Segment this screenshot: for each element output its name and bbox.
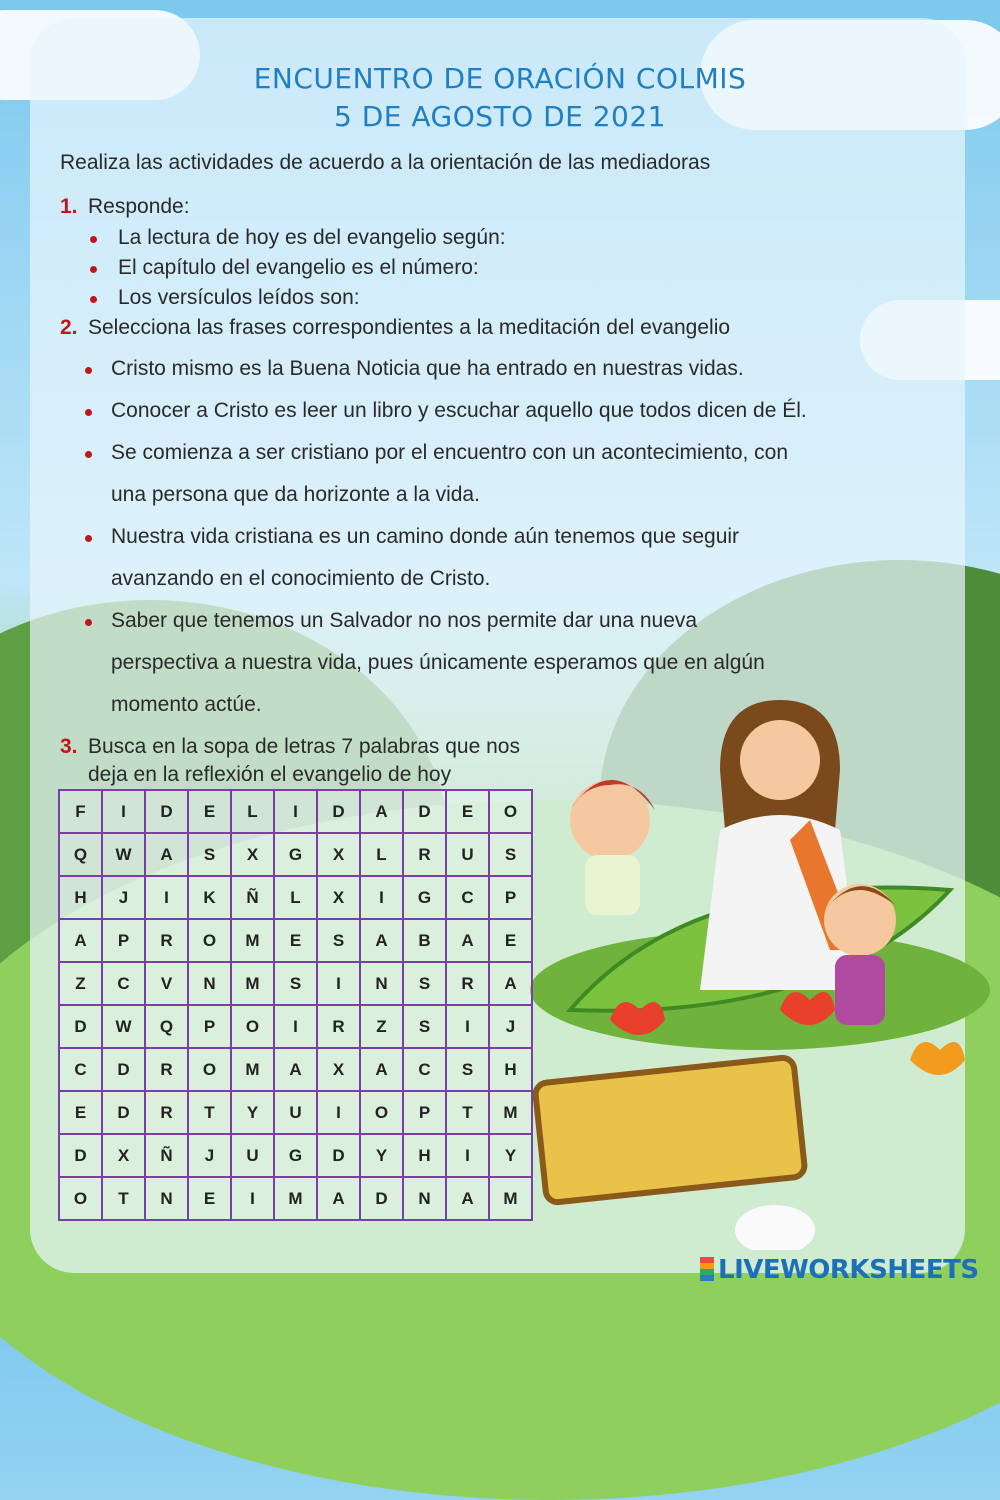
q1-item: El capítulo del evangelio es el número: <box>118 256 479 279</box>
q2-option-cont[interactable]: avanzando en el conocimiento de Cristo. <box>111 567 491 590</box>
grid-cell[interactable]: X <box>231 833 274 876</box>
title-line-2: 5 DE AGOSTO DE 2021 <box>334 100 666 133</box>
grid-row <box>59 1091 532 1134</box>
grid-cell[interactable]: S <box>403 1005 446 1048</box>
q2-option[interactable]: Cristo mismo es la Buena Noticia que ha entrado en nuestras vidas. <box>111 357 744 380</box>
grid-cell[interactable]: U <box>231 1134 274 1177</box>
grid-cell[interactable]: G <box>403 876 446 919</box>
q2-option-cont[interactable]: momento actúe. <box>111 693 262 716</box>
bullet <box>85 409 92 416</box>
grid-cell[interactable]: B <box>403 919 446 962</box>
grid-cell[interactable]: P <box>188 1005 231 1048</box>
question-3-label: Busca en la sopa de letras 7 palabras que nos <box>88 735 520 758</box>
grid-cell[interactable]: S <box>446 1048 489 1091</box>
grid-cell[interactable]: Z <box>360 1005 403 1048</box>
q2-option[interactable]: Nuestra vida cristiana es un camino donde aún tenemos que seguir <box>111 525 740 548</box>
grid-row <box>59 919 532 962</box>
jesus-children-illustration <box>530 690 1000 1250</box>
grid-cell[interactable]: Q <box>59 833 102 876</box>
grid-cell[interactable]: C <box>403 1048 446 1091</box>
q2-option[interactable]: Saber que tenemos un Salvador no nos permite dar una nueva <box>111 609 698 632</box>
grid-cell[interactable]: C <box>102 962 145 1005</box>
grid-cell[interactable]: A <box>360 919 403 962</box>
grid-cell[interactable]: P <box>403 1091 446 1134</box>
question-3-label-cont: deja en la reflexión el evangelio de hoy <box>88 763 452 786</box>
grid-cell[interactable]: R <box>317 1005 360 1048</box>
question-2-number: 2. <box>60 316 78 339</box>
grid-cell[interactable]: X <box>102 1134 145 1177</box>
grid-cell[interactable]: L <box>274 876 317 919</box>
grid-cell[interactable]: A <box>360 790 403 833</box>
question-2-label: Selecciona las frases correspondientes a la meditación del evangelio <box>88 316 731 339</box>
bullet <box>90 296 97 303</box>
grid-cell[interactable]: A <box>145 833 188 876</box>
grid-cell[interactable]: D <box>317 790 360 833</box>
grid-cell[interactable]: Ñ <box>231 876 274 919</box>
grid-cell[interactable]: A <box>59 919 102 962</box>
grid-cell[interactable]: R <box>446 962 489 1005</box>
grid-cell[interactable]: Y <box>231 1091 274 1134</box>
grid-cell[interactable]: N <box>145 1177 188 1220</box>
bullet <box>90 266 97 273</box>
grid-cell[interactable]: S <box>403 962 446 1005</box>
grid-cell[interactable]: G <box>274 833 317 876</box>
bullet <box>90 236 97 243</box>
grid-cell[interactable]: P <box>489 876 532 919</box>
grid-cell[interactable]: M <box>231 919 274 962</box>
grid-cell[interactable]: I <box>145 876 188 919</box>
grid-row <box>59 1048 532 1091</box>
grid-cell[interactable]: Ñ <box>145 1134 188 1177</box>
grid-cell[interactable]: E <box>188 790 231 833</box>
grid-row <box>59 876 532 919</box>
title-line-1: ENCUENTRO DE ORACIÓN COLMIS <box>253 62 747 95</box>
grid-cell[interactable]: A <box>446 919 489 962</box>
grid-cell[interactable]: D <box>59 1134 102 1177</box>
grid-cell[interactable]: D <box>145 790 188 833</box>
grid-cell[interactable]: E <box>446 790 489 833</box>
grid-cell[interactable]: A <box>360 1048 403 1091</box>
grid-cell[interactable]: O <box>231 1005 274 1048</box>
grid-cell[interactable]: H <box>403 1134 446 1177</box>
watermark-text: LIVEWORKSHEETS <box>718 1255 979 1285</box>
grid-cell[interactable]: M <box>489 1091 532 1134</box>
grid-cell[interactable]: I <box>317 962 360 1005</box>
grid-cell[interactable]: R <box>145 1048 188 1091</box>
grid-cell[interactable]: Q <box>145 1005 188 1048</box>
grid-cell[interactable]: G <box>274 1134 317 1177</box>
grid-cell[interactable]: T <box>102 1177 145 1220</box>
grid-row <box>59 1005 532 1048</box>
bullet <box>85 367 92 374</box>
grid-cell[interactable]: H <box>59 876 102 919</box>
grid-cell[interactable]: E <box>489 919 532 962</box>
question-1-label: Responde: <box>88 195 190 218</box>
grid-cell[interactable]: M <box>489 1177 532 1220</box>
grid-cell[interactable]: T <box>446 1091 489 1134</box>
grid-cell[interactable]: C <box>59 1048 102 1091</box>
q1-item: La lectura de hoy es del evangelio según: <box>118 226 506 249</box>
grid-cell[interactable]: A <box>489 962 532 1005</box>
grid-cell[interactable]: C <box>446 876 489 919</box>
grid-row <box>59 1134 532 1177</box>
grid-cell[interactable]: H <box>489 1048 532 1091</box>
grid-cell[interactable]: J <box>188 1134 231 1177</box>
grid-cell[interactable]: X <box>317 1048 360 1091</box>
grid-cell[interactable]: I <box>446 1005 489 1048</box>
grid-cell[interactable]: A <box>274 1048 317 1091</box>
grid-cell[interactable]: W <box>102 1005 145 1048</box>
grid-cell[interactable]: S <box>489 833 532 876</box>
liveworksheets-icon <box>700 1257 714 1281</box>
grid-cell[interactable]: R <box>145 919 188 962</box>
grid-cell[interactable]: O <box>188 1048 231 1091</box>
grid-cell[interactable]: A <box>446 1177 489 1220</box>
grid-cell[interactable]: R <box>145 1091 188 1134</box>
grid-cell[interactable]: Z <box>59 962 102 1005</box>
grid-cell[interactable]: S <box>188 833 231 876</box>
q2-option[interactable]: Se comienza a ser cristiano por el encuentro con un acontecimiento, con <box>111 441 789 464</box>
grid-cell[interactable]: O <box>489 790 532 833</box>
grid-cell[interactable]: T <box>188 1091 231 1134</box>
grid-cell[interactable]: D <box>59 1005 102 1048</box>
q2-option[interactable]: Conocer a Cristo es leer un libro y escuchar aquello que todos dicen de Él. <box>111 399 807 422</box>
grid-cell[interactable]: O <box>188 919 231 962</box>
grid-cell[interactable]: D <box>403 790 446 833</box>
grid-row <box>59 790 532 833</box>
grid-cell[interactable]: J <box>102 876 145 919</box>
grid-cell[interactable]: N <box>403 1177 446 1220</box>
bullet <box>85 619 92 626</box>
grid-cell[interactable]: X <box>317 876 360 919</box>
grid-cell[interactable]: E <box>59 1091 102 1134</box>
grid-cell[interactable]: E <box>274 919 317 962</box>
grid-cell[interactable]: D <box>317 1134 360 1177</box>
grid-cell[interactable]: I <box>446 1134 489 1177</box>
grid-cell[interactable]: O <box>360 1091 403 1134</box>
question-3-number: 3. <box>60 735 78 758</box>
grid-cell[interactable]: W <box>102 833 145 876</box>
word-search-grid[interactable] <box>58 789 533 1221</box>
q2-option-cont[interactable]: una persona que da horizonte a la vida. <box>111 483 480 506</box>
grid-cell[interactable]: L <box>360 833 403 876</box>
grid-cell[interactable]: D <box>102 1091 145 1134</box>
grid-cell[interactable]: I <box>102 790 145 833</box>
grid-cell[interactable]: S <box>274 962 317 1005</box>
grid-cell[interactable]: I <box>274 1005 317 1048</box>
grid-cell[interactable]: A <box>317 1177 360 1220</box>
grid-cell[interactable]: E <box>188 1177 231 1220</box>
grid-row <box>59 833 532 876</box>
grid-row <box>59 1177 532 1220</box>
liveworksheets-logo <box>700 1255 979 1285</box>
grid-cell[interactable]: I <box>274 790 317 833</box>
grid-cell[interactable]: M <box>231 1048 274 1091</box>
grid-cell[interactable]: I <box>231 1177 274 1220</box>
grid-cell[interactable]: L <box>231 790 274 833</box>
grid-cell[interactable]: M <box>274 1177 317 1220</box>
grid-cell[interactable]: Y <box>489 1134 532 1177</box>
grid-cell[interactable]: O <box>59 1177 102 1220</box>
question-1-number: 1. <box>60 195 78 218</box>
grid-cell[interactable]: M <box>231 962 274 1005</box>
q1-item: Los versículos leídos son: <box>118 286 360 309</box>
grid-cell[interactable]: R <box>403 833 446 876</box>
grid-cell[interactable]: U <box>446 833 489 876</box>
bullet <box>85 535 92 542</box>
grid-cell[interactable]: D <box>360 1177 403 1220</box>
grid-cell[interactable]: J <box>489 1005 532 1048</box>
grid-cell[interactable]: V <box>145 962 188 1005</box>
grid-row <box>59 962 532 1005</box>
grid-cell[interactable]: F <box>59 790 102 833</box>
instructions-text: Realiza las actividades de acuerdo a la orientación de las mediadoras <box>60 151 711 174</box>
q2-option-cont[interactable]: perspectiva a nuestra vida, pues únicamente esperamos que en algún <box>111 651 765 674</box>
grid-cell[interactable]: Y <box>360 1134 403 1177</box>
grid-cell[interactable]: N <box>360 962 403 1005</box>
grid-cell[interactable]: I <box>317 1091 360 1134</box>
grid-cell[interactable]: I <box>360 876 403 919</box>
bullet <box>85 451 92 458</box>
grid-cell[interactable]: P <box>102 919 145 962</box>
grid-cell[interactable]: N <box>188 962 231 1005</box>
grid-cell[interactable]: S <box>317 919 360 962</box>
grid-cell[interactable]: U <box>274 1091 317 1134</box>
grid-cell[interactable]: K <box>188 876 231 919</box>
grid-cell[interactable]: D <box>102 1048 145 1091</box>
grid-cell[interactable]: X <box>317 833 360 876</box>
